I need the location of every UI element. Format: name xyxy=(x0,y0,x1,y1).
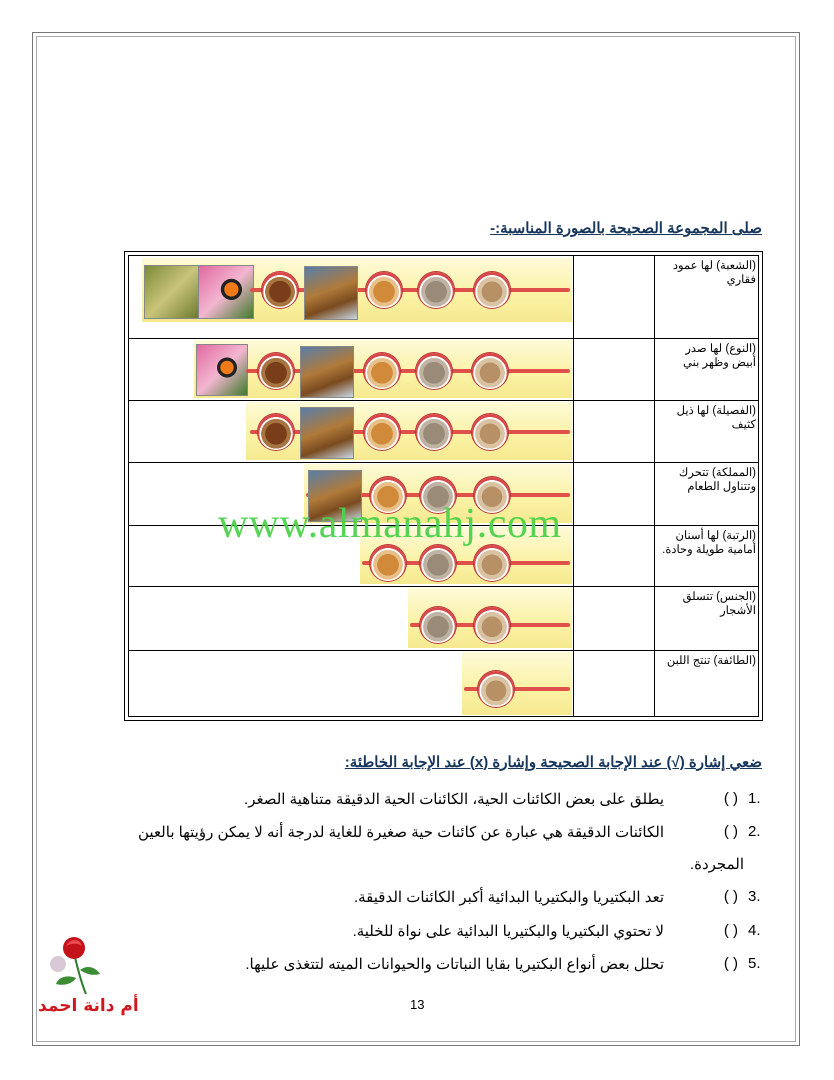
chipmunk-coin xyxy=(364,414,400,450)
squirrel-coin xyxy=(416,353,452,389)
question-text-continued: المجردة. xyxy=(689,856,744,873)
squirrel-coin xyxy=(416,414,452,450)
question-number: 5. xyxy=(748,955,761,972)
table-row-divider xyxy=(128,462,759,463)
rod xyxy=(250,430,570,434)
row-label-kingdom: (المملكة) تتحرك وتتناول الطعام xyxy=(678,467,756,493)
table-row-divider xyxy=(128,586,759,587)
table-row-divider xyxy=(128,400,759,401)
chipmunk-coin xyxy=(364,353,400,389)
row-label-family: (الفصيلة) لها ذيل كثيف xyxy=(676,405,756,431)
question-number: 1. xyxy=(748,790,761,807)
chipmunk-coin xyxy=(366,272,402,308)
question-number: 3. xyxy=(748,888,761,905)
table-col-divider-1 xyxy=(573,255,574,717)
fox-squirrel-coin xyxy=(474,272,510,308)
oriole-bird-photo xyxy=(198,265,254,319)
question-answer-blank[interactable]: ( ) xyxy=(723,790,738,807)
squirrel-coin xyxy=(420,545,456,581)
beaver-photo xyxy=(300,407,354,459)
rod xyxy=(250,288,570,292)
squirrel-coin xyxy=(418,272,454,308)
fox-squirrel-coin xyxy=(472,353,508,389)
page-number: 13 xyxy=(410,997,425,1012)
rod xyxy=(246,369,570,373)
fox-squirrel-coin xyxy=(478,671,514,707)
beaver-photo xyxy=(300,346,354,398)
table-row-divider xyxy=(128,338,759,339)
row-label-class: (الطائفة) تنتج اللبن xyxy=(666,655,756,667)
watermark: www.almanahj.com xyxy=(218,501,562,547)
grasshopper-photo xyxy=(144,265,200,319)
question-text: يطلق على بعض الكائنات الحية، الكائنات الحية الدقيقة متناهية الصغر. xyxy=(244,791,664,808)
question-text: الكائنات الدقيقة هي عبارة عن كائنات حية صغيرة للغاية لدرجة أنه لا يمكن رؤيتها بالعين xyxy=(138,824,664,841)
fox-squirrel-coin xyxy=(474,607,510,643)
table-row-divider xyxy=(128,650,759,651)
cow-coin xyxy=(262,272,298,308)
row-label-genus: (الجنس) تتسلق الأشجار xyxy=(682,591,756,617)
question-number: 4. xyxy=(748,922,761,939)
chipmunk-coin xyxy=(370,545,406,581)
fox-squirrel-coin xyxy=(472,414,508,450)
section1-title: صلى المجموعة الصحيحة بالصورة المناسبة:- xyxy=(490,220,762,237)
beaver-photo xyxy=(304,266,358,320)
row-label-order: (الرتبة) لها أسنان أمامية طويلة وحادة. xyxy=(662,530,756,556)
fox-squirrel-coin xyxy=(474,545,510,581)
question-answer-blank[interactable]: ( ) xyxy=(723,955,738,972)
question-text: تحلل بعض أنواع البكتيريا بقايا النباتات والحيوانات الميته لتتغذى عليها. xyxy=(245,956,664,973)
squirrel-coin xyxy=(420,607,456,643)
question-answer-blank[interactable]: ( ) xyxy=(723,823,738,840)
row-label-phylum: (الشعبة) لها عمود فقاري xyxy=(672,260,756,286)
author-logo: أم دانة احمد xyxy=(38,996,139,1016)
rose-icon xyxy=(44,934,114,996)
table-col-divider-2 xyxy=(654,255,655,717)
section2-title: ضعي إشارة (√) عند الإجابة الصحيحة وإشارة (x) عند الإجابة الخاطئة: xyxy=(344,754,762,771)
cow-coin xyxy=(258,353,294,389)
question-number: 2. xyxy=(748,823,761,840)
row-label-species: (النوع) لها صدر أبيض وظهر بني xyxy=(683,343,756,369)
oriole-bird-photo xyxy=(196,344,248,396)
question-answer-blank[interactable]: ( ) xyxy=(723,922,738,939)
question-text: لا تحتوي البكتيريا والبكتيريا البدائية على نواة للخلية. xyxy=(352,923,664,940)
cow-coin xyxy=(258,414,294,450)
question-text: تعد البكتيريا والبكتيريا البدائية أكبر الكائنات الدقيقة. xyxy=(353,889,664,906)
question-answer-blank[interactable]: ( ) xyxy=(723,888,738,905)
